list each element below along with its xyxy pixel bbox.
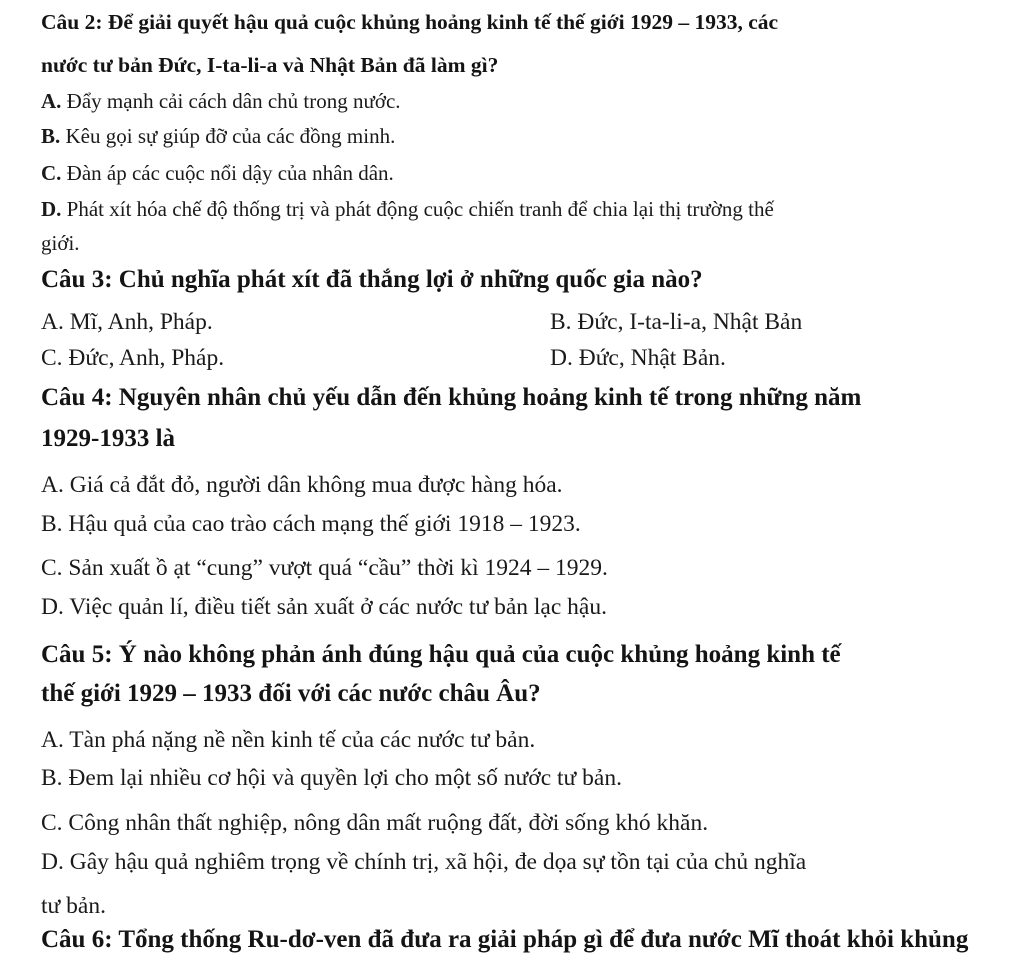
question-2-title-line-2: nước tư bản Đức, I-ta-li-a và Nhật Bản đã làm gì? — [41, 53, 499, 77]
question-4-title-line-2: 1929-1933 là — [41, 425, 176, 452]
question-4-option-d[interactable]: D. Việc quản lí, điều tiết sản xuất ở các nước tư bản lạc hậu. — [41, 594, 607, 620]
question-3-option-c[interactable]: C. Đức, Anh, Pháp. — [41, 345, 225, 371]
question-5-option-c[interactable]: C. Công nhân thất nghiệp, nông dân mất ruộng đất, đời sống khó khăn. — [41, 810, 709, 836]
question-5-option-d-continued: tư bản. — [41, 893, 106, 919]
option-letter: B. — [41, 124, 66, 148]
question-3-title: Câu 3: Chủ nghĩa phát xít đã thắng lợi ở những quốc gia nào? — [41, 266, 703, 293]
question-2-option-a[interactable] — [41, 89, 401, 114]
option-text: Đẩy mạnh cải cách dân chủ trong nước. — [66, 89, 401, 113]
option-text: Kêu gọi sự giúp đỡ của các đồng minh. — [65, 124, 396, 148]
question-4-title-line-1: Câu 4: Nguyên nhân chủ yếu dẫn đến khủng hoảng kinh tế trong những năm — [41, 384, 862, 411]
question-2-option-c[interactable] — [41, 161, 394, 186]
option-text: Đàn áp các cuộc nổi dậy của nhân dân. — [66, 161, 394, 185]
question-4-option-c[interactable]: C. Sản xuất ồ ạt “cung” vượt quá “cầu” thời kì 1924 – 1929. — [41, 555, 608, 581]
question-4-option-b[interactable]: B. Hậu quả của cao trào cách mạng thế giới 1918 – 1923. — [41, 511, 581, 537]
question-2-title-line-1: Câu 2: Để giải quyết hậu quả cuộc khủng hoảng kinh tế thế giới 1929 – 1933, các — [41, 10, 779, 34]
question-5-title-line-1: Câu 5: Ý nào không phản ánh đúng hậu quả của cuộc khủng hoảng kinh tế — [41, 641, 841, 668]
question-2-option-d-continued: giới. — [41, 231, 80, 255]
question-6-title-cutoff — [41, 926, 981, 953]
option-letter: A. — [41, 89, 67, 113]
question-4-option-a[interactable]: A. Giá cả đắt đỏ, người dân không mua được hàng hóa. — [41, 472, 563, 498]
question-5-title-line-2: thế giới 1929 – 1933 đối với các nước châu Âu? — [41, 680, 541, 707]
question-3-option-a[interactable]: A. Mĩ, Anh, Pháp. — [41, 309, 213, 335]
question-3-option-d[interactable]: D. Đức, Nhật Bản. — [550, 345, 726, 371]
question-5-option-a[interactable]: A. Tàn phá nặng nề nền kinh tế của các nước tư bản. — [41, 727, 536, 753]
question-5-option-d[interactable]: D. Gây hậu quả nghiêm trọng về chính trị, xã hội, đe dọa sự tồn tại của chủ nghĩa — [41, 849, 807, 875]
option-letter: C. — [41, 161, 67, 185]
question-3-option-b[interactable]: B. Đức, I-ta-li-a, Nhật Bản — [550, 309, 803, 335]
question-5-option-b[interactable]: B. Đem lại nhiều cơ hội và quyền lợi cho một số nước tư bản. — [41, 765, 622, 791]
option-text: Phát xít hóa chế độ thống trị và phát động cuộc chiến tranh để chia lại thị trường thế — [66, 197, 774, 221]
option-letter: D. — [41, 197, 67, 221]
question-2-option-d[interactable] — [41, 197, 774, 222]
question-2-option-b[interactable] — [41, 124, 395, 149]
question-6-title-text: Câu 6: Tổng thống Ru-dơ-ven đã đưa ra giải pháp gì để đưa nước Mĩ thoát khỏi khủng — [41, 926, 969, 953]
